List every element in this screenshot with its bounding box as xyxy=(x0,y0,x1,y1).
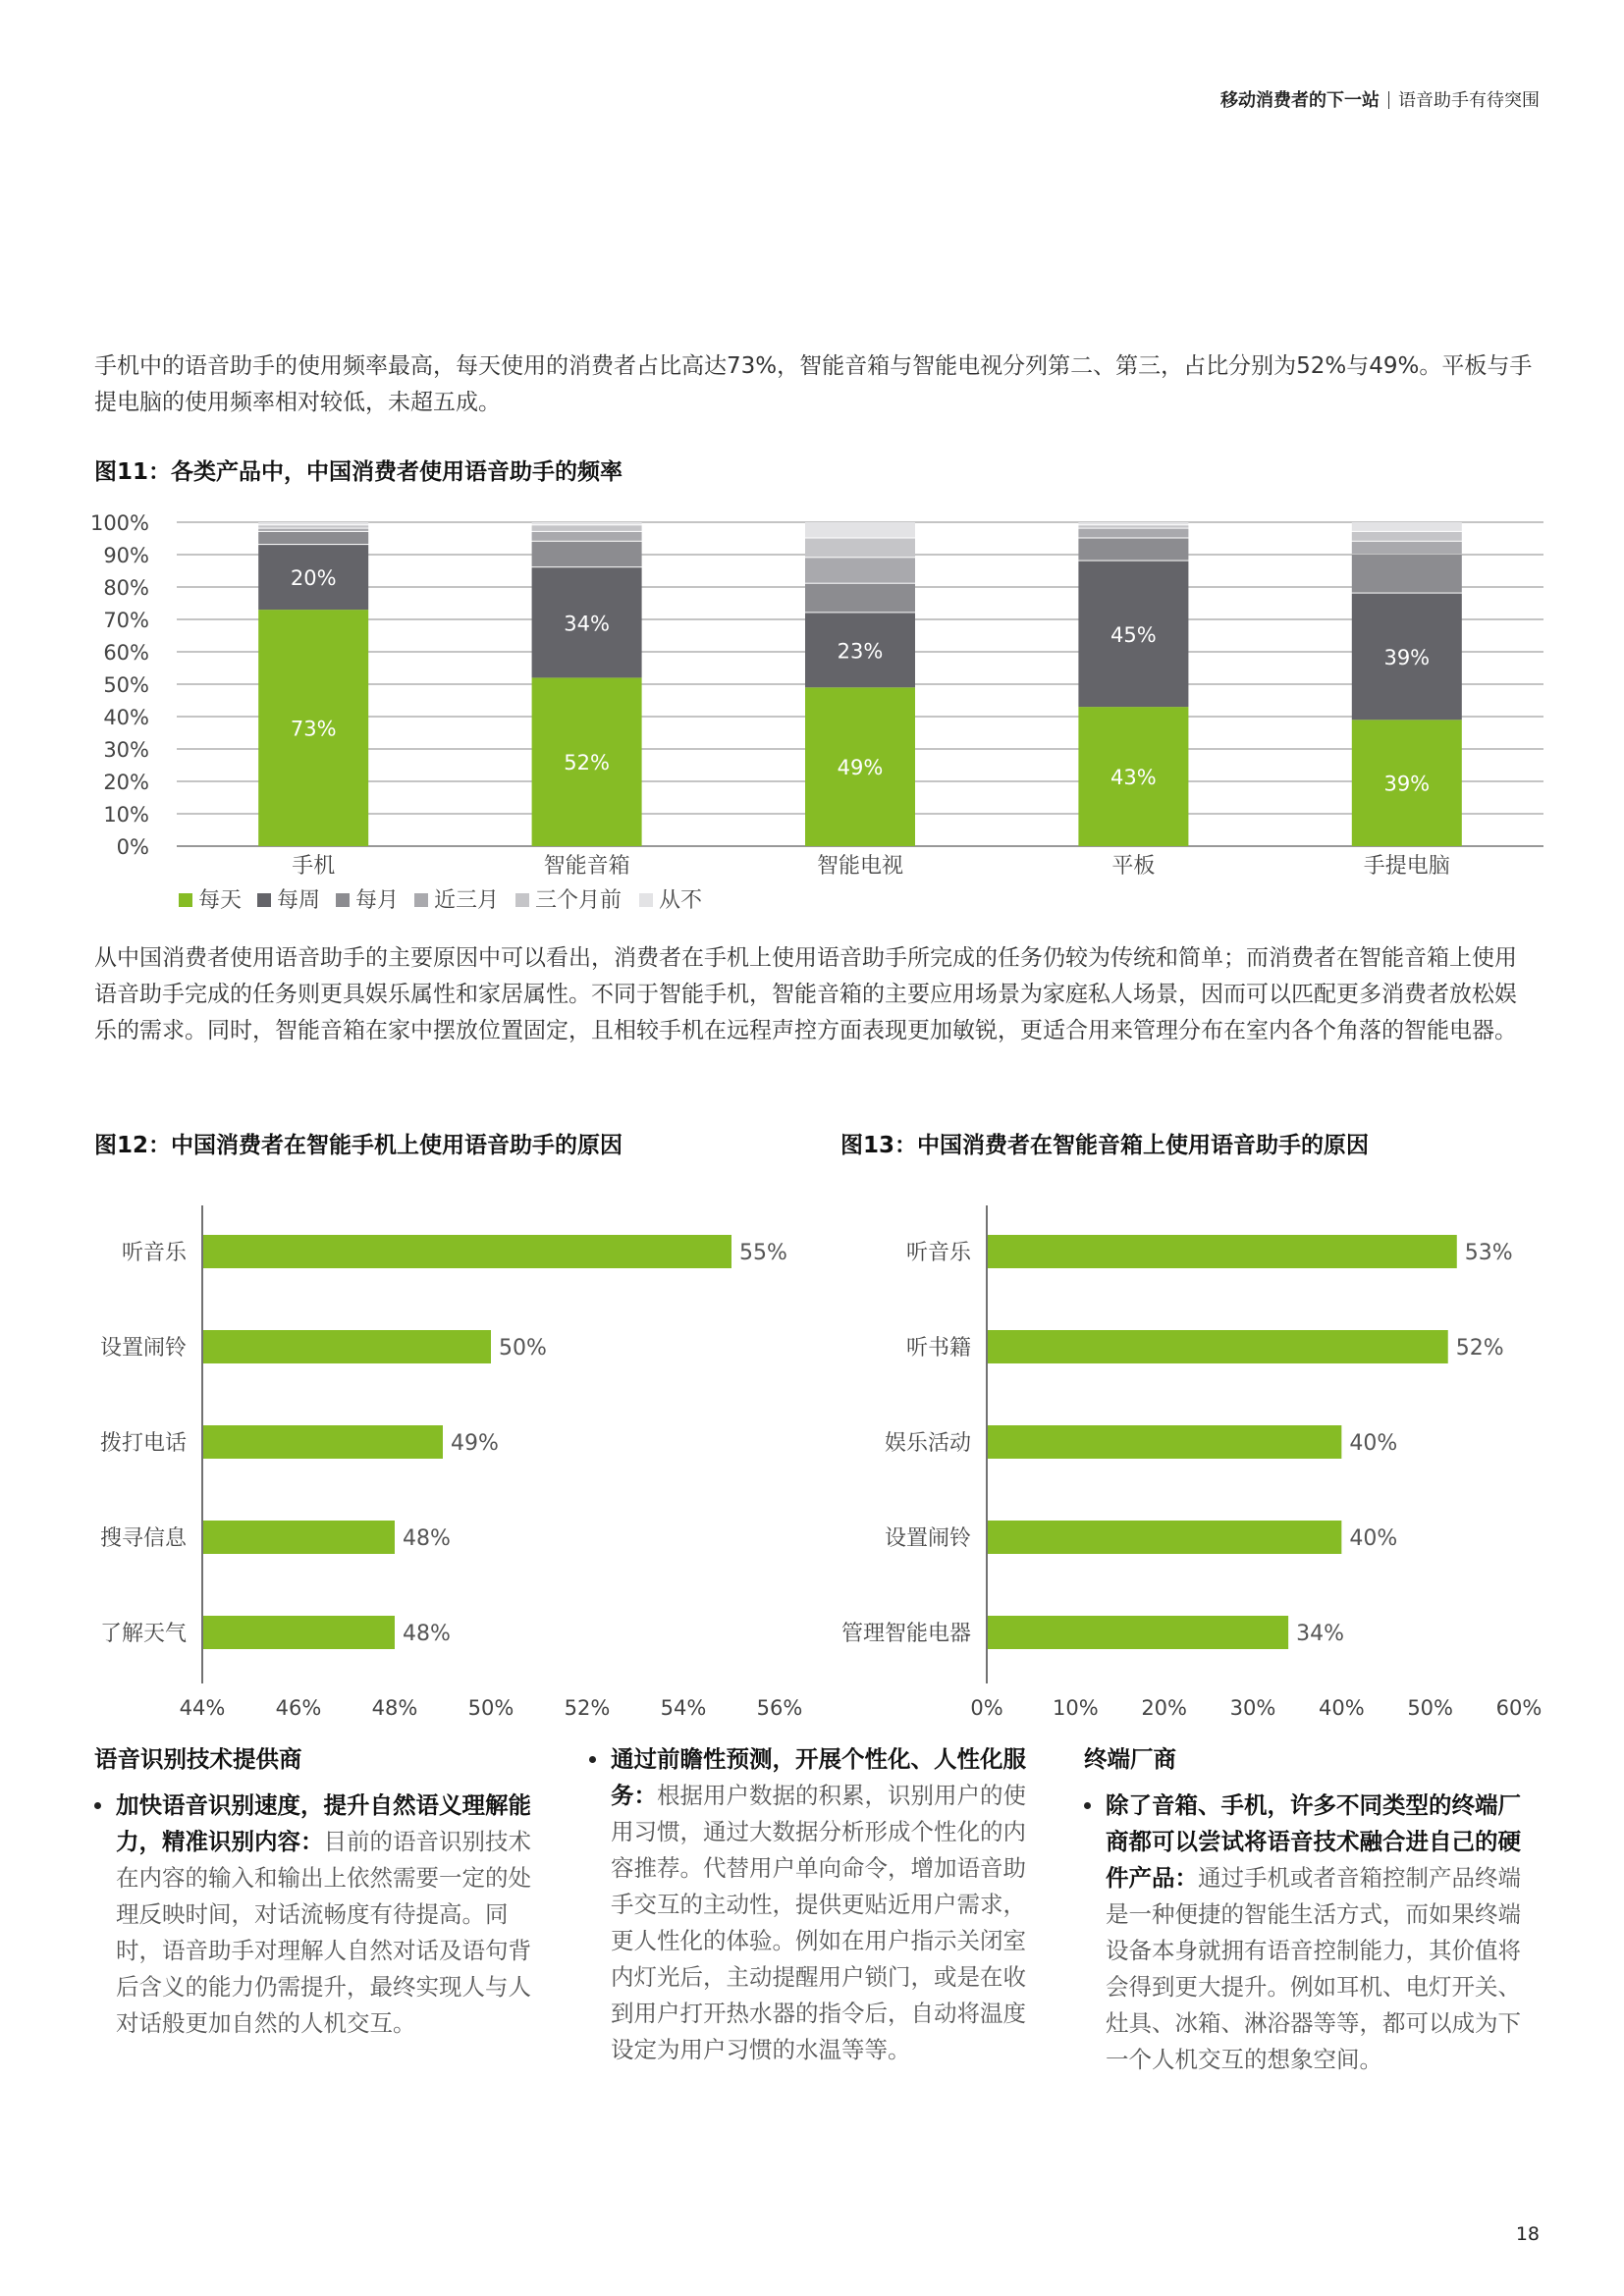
category-label: 了解天气 xyxy=(99,1622,187,1646)
data-label: 34% xyxy=(564,612,610,636)
y-tick-label: 70% xyxy=(103,609,149,632)
legend-swatch xyxy=(639,893,653,907)
column-personalized-service xyxy=(589,1741,1036,2068)
category-label: 听音乐 xyxy=(121,1241,187,1265)
x-tick-label: 48% xyxy=(371,1696,418,1718)
data-label: 52% xyxy=(564,751,610,775)
data-label: 34% xyxy=(1296,1622,1345,1646)
legend-swatch xyxy=(179,893,192,907)
bar xyxy=(203,1330,491,1363)
data-label: 45% xyxy=(1110,622,1157,647)
col1-bullet-bold: 加快语音识别速度，提升自然语义理解能力，精准识别内容： xyxy=(116,1791,531,1855)
intro-paragraph: 手机中的语音助手的使用频率最高，每天使用的消费者占比高达73%，智能音箱与智能电视分列第二、第三，占比分别为52%与49%。平板与手提电脑的使用频率相对较低，未超五成。 xyxy=(94,353,1533,415)
bullet-dot xyxy=(1084,1802,1091,1809)
category-label: 管理智能电器 xyxy=(840,1622,971,1646)
data-label: 48% xyxy=(403,1526,451,1551)
y-tick-label: 90% xyxy=(103,544,149,567)
x-tick-label: 30% xyxy=(1229,1696,1276,1718)
x-tick-label: 56% xyxy=(756,1696,803,1718)
bar-segment-三个月前 xyxy=(805,539,915,558)
y-tick-label: 60% xyxy=(103,641,149,665)
bullet-dot xyxy=(94,1802,101,1809)
y-tick-label: 50% xyxy=(103,673,149,697)
legend-label: 每周 xyxy=(277,888,321,913)
data-label: 43% xyxy=(1110,766,1157,790)
bar xyxy=(988,1521,1341,1554)
bar xyxy=(203,1521,395,1554)
bar xyxy=(988,1425,1341,1459)
y-tick-label: 30% xyxy=(103,738,149,762)
data-label: 40% xyxy=(1349,1431,1398,1456)
bar-segment-从不 xyxy=(805,522,915,538)
bar-segment-从不 xyxy=(1078,522,1188,524)
bar-segment-每月 xyxy=(258,532,368,544)
col3-heading: 终端厂商 xyxy=(1084,1745,1176,1773)
col1-bullet xyxy=(94,1788,541,2042)
fig12-title: 图12：中国消费者在智能手机上使用语音助手的原因 xyxy=(94,1133,623,1158)
fig12-horizontal-bar-chart xyxy=(0,1188,805,1718)
bar-segment-每月 xyxy=(1352,555,1462,593)
fig13-title: 图13：中国消费者在智能音箱上使用语音助手的原因 xyxy=(840,1133,1370,1158)
middle-paragraph: 从中国消费者使用语音助手的主要原因中可以看出，消费者在手机上使用语音助手所完成的任务仍较为传统和简单；而消费者在智能音箱上使用语音助手完成的任务则更具娱乐属性和家居属性。不同于智能手机，智能音箱的主要应用场景为家庭私人场景，因而可以匹配更多消费者放松娱乐的需求。同时，智能音箱在家中摆放位置固定，且相较手机在远程声控方面表现更加敏锐，更适合用来管理分布在室内各个角落的智能电器。 xyxy=(94,945,1517,1043)
fig11-stacked-bar-chart xyxy=(0,501,1624,923)
data-label: 49% xyxy=(451,1431,499,1456)
bar-segment-每月 xyxy=(805,584,915,613)
bar xyxy=(203,1425,443,1459)
bar-segment-近三月 xyxy=(805,558,915,582)
bar-segment-从不 xyxy=(532,522,642,524)
col2-bullet-bold: 通过前瞻性预测，开展个性化、人性化服务： xyxy=(611,1745,1026,1809)
data-label: 39% xyxy=(1383,772,1431,796)
bar-segment-近三月 xyxy=(1078,529,1188,538)
legend-swatch xyxy=(515,893,529,907)
data-label: 55% xyxy=(739,1241,787,1265)
bar xyxy=(988,1235,1457,1268)
x-category-label: 手机 xyxy=(292,854,336,879)
bar xyxy=(988,1616,1288,1649)
category-label: 设置闹铃 xyxy=(99,1336,187,1361)
x-tick-label: 44% xyxy=(179,1696,226,1718)
legend-swatch xyxy=(414,893,428,907)
y-tick-label: 20% xyxy=(103,771,149,794)
legend-label: 从不 xyxy=(659,888,703,913)
running-header xyxy=(1220,86,1540,112)
col1-bullet-text: 目前的语音识别技术在内容的输入和输出上依然需要一定的处理反映时间，对话流畅度有待提高。同时，语音助手对理解人自然对话及语句背后含义的能力仍需提升，最终实现人与人对话般更加自然的人机交互。 xyxy=(116,1828,531,2037)
y-tick-label: 40% xyxy=(103,706,149,729)
bar-segment-三个月前 xyxy=(258,525,368,527)
x-tick-label: 50% xyxy=(467,1696,514,1718)
header-section-title: 语音助手有待突围 xyxy=(1398,90,1540,111)
data-label: 23% xyxy=(837,639,884,664)
data-label: 39% xyxy=(1383,645,1431,669)
category-label: 听音乐 xyxy=(905,1241,971,1265)
bar-segment-三个月前 xyxy=(1078,525,1188,527)
bar-segment-每月 xyxy=(532,542,642,566)
data-label: 53% xyxy=(1464,1241,1513,1265)
y-tick-label: 10% xyxy=(103,803,149,827)
column-speech-tech-providers xyxy=(94,1741,541,2042)
bar xyxy=(988,1330,1448,1363)
x-tick-label: 50% xyxy=(1407,1696,1454,1718)
bar xyxy=(203,1235,731,1268)
category-label: 设置闹铃 xyxy=(884,1526,971,1551)
data-label: 48% xyxy=(403,1622,451,1646)
data-label: 52% xyxy=(1455,1336,1504,1361)
col1-heading: 语音识别技术提供商 xyxy=(94,1745,302,1773)
x-tick-label: 60% xyxy=(1495,1696,1543,1718)
x-category-label: 智能电视 xyxy=(816,854,904,879)
legend-label: 近三月 xyxy=(434,888,500,913)
legend-label: 每天 xyxy=(198,888,243,913)
fig13-horizontal-bar-chart xyxy=(805,1188,1624,1718)
x-tick-label: 0% xyxy=(970,1696,1003,1718)
data-label: 49% xyxy=(837,756,884,780)
x-tick-label: 20% xyxy=(1141,1696,1188,1718)
category-label: 搜寻信息 xyxy=(99,1526,187,1551)
x-category-label: 平板 xyxy=(1111,854,1156,879)
page-number: 18 xyxy=(1515,2223,1540,2245)
category-label: 娱乐活动 xyxy=(884,1431,971,1456)
x-tick-label: 54% xyxy=(660,1696,707,1718)
column-device-makers xyxy=(1084,1741,1531,2078)
bar xyxy=(203,1616,395,1649)
legend-label: 每月 xyxy=(355,888,400,913)
x-tick-label: 40% xyxy=(1318,1696,1365,1718)
data-label: 50% xyxy=(499,1336,547,1361)
x-tick-label: 52% xyxy=(564,1696,611,1718)
bar-segment-近三月 xyxy=(532,532,642,541)
x-tick-label: 46% xyxy=(275,1696,322,1718)
bar-segment-近三月 xyxy=(1352,542,1462,554)
category-label: 拨打电话 xyxy=(99,1431,187,1456)
bar-segment-三个月前 xyxy=(532,525,642,531)
col3-bullet-text: 通过手机或者音箱控制产品终端是一种便捷的智能生活方式，而如果终端设备本身就拥有语音控制能力，其价值将会得到更大提升。例如耳机、电灯开关、灶具、冰箱、淋浴器等等，都可以成为下一个人机交互的想象空间。 xyxy=(1106,1864,1521,2073)
x-category-label: 手提电脑 xyxy=(1363,854,1450,879)
bar-segment-三个月前 xyxy=(1352,532,1462,541)
y-tick-label: 0% xyxy=(116,835,149,859)
bar-segment-从不 xyxy=(258,522,368,524)
data-label: 73% xyxy=(290,717,337,741)
legend-swatch xyxy=(257,893,271,907)
col3-bullet-bold: 除了音箱、手机，许多不同类型的终端厂商都可以尝试将语音技术融合进自己的硬件产品： xyxy=(1106,1791,1521,1892)
data-label: 40% xyxy=(1349,1526,1398,1551)
data-label: 20% xyxy=(290,566,337,591)
col2-bullet xyxy=(589,1741,1036,2068)
col2-bullet-text: 根据用户数据的积累，识别用户的使用习惯，通过大数据分析形成个性化的内容推荐。代替用户单向命令，增加语音助手交互的主动性，提供更贴近用户需求，更人性化的体验。例如在用户指示关闭室内灯光后，主动提醒用户锁门，或是在收到用户打开热水器的指令后，自动将温度设定为用户习惯的水温等等。 xyxy=(611,1782,1026,2063)
bar-segment-每月 xyxy=(1078,539,1188,561)
x-category-label: 智能音箱 xyxy=(543,854,630,879)
y-tick-label: 80% xyxy=(103,576,149,600)
col3-bullet xyxy=(1084,1788,1531,2078)
legend-label: 三个月前 xyxy=(535,888,623,913)
x-tick-label: 10% xyxy=(1052,1696,1099,1718)
y-tick-label: 100% xyxy=(89,511,149,535)
bar-segment-近三月 xyxy=(258,529,368,531)
legend-swatch xyxy=(336,893,350,907)
header-separator xyxy=(1388,91,1389,109)
fig11-title: 图11：各类产品中，中国消费者使用语音助手的频率 xyxy=(94,459,623,485)
bar-segment-从不 xyxy=(1352,522,1462,531)
bullet-dot xyxy=(589,1756,596,1763)
header-report-title: 移动消费者的下一站 xyxy=(1220,90,1380,111)
category-label: 听书籍 xyxy=(905,1336,971,1361)
